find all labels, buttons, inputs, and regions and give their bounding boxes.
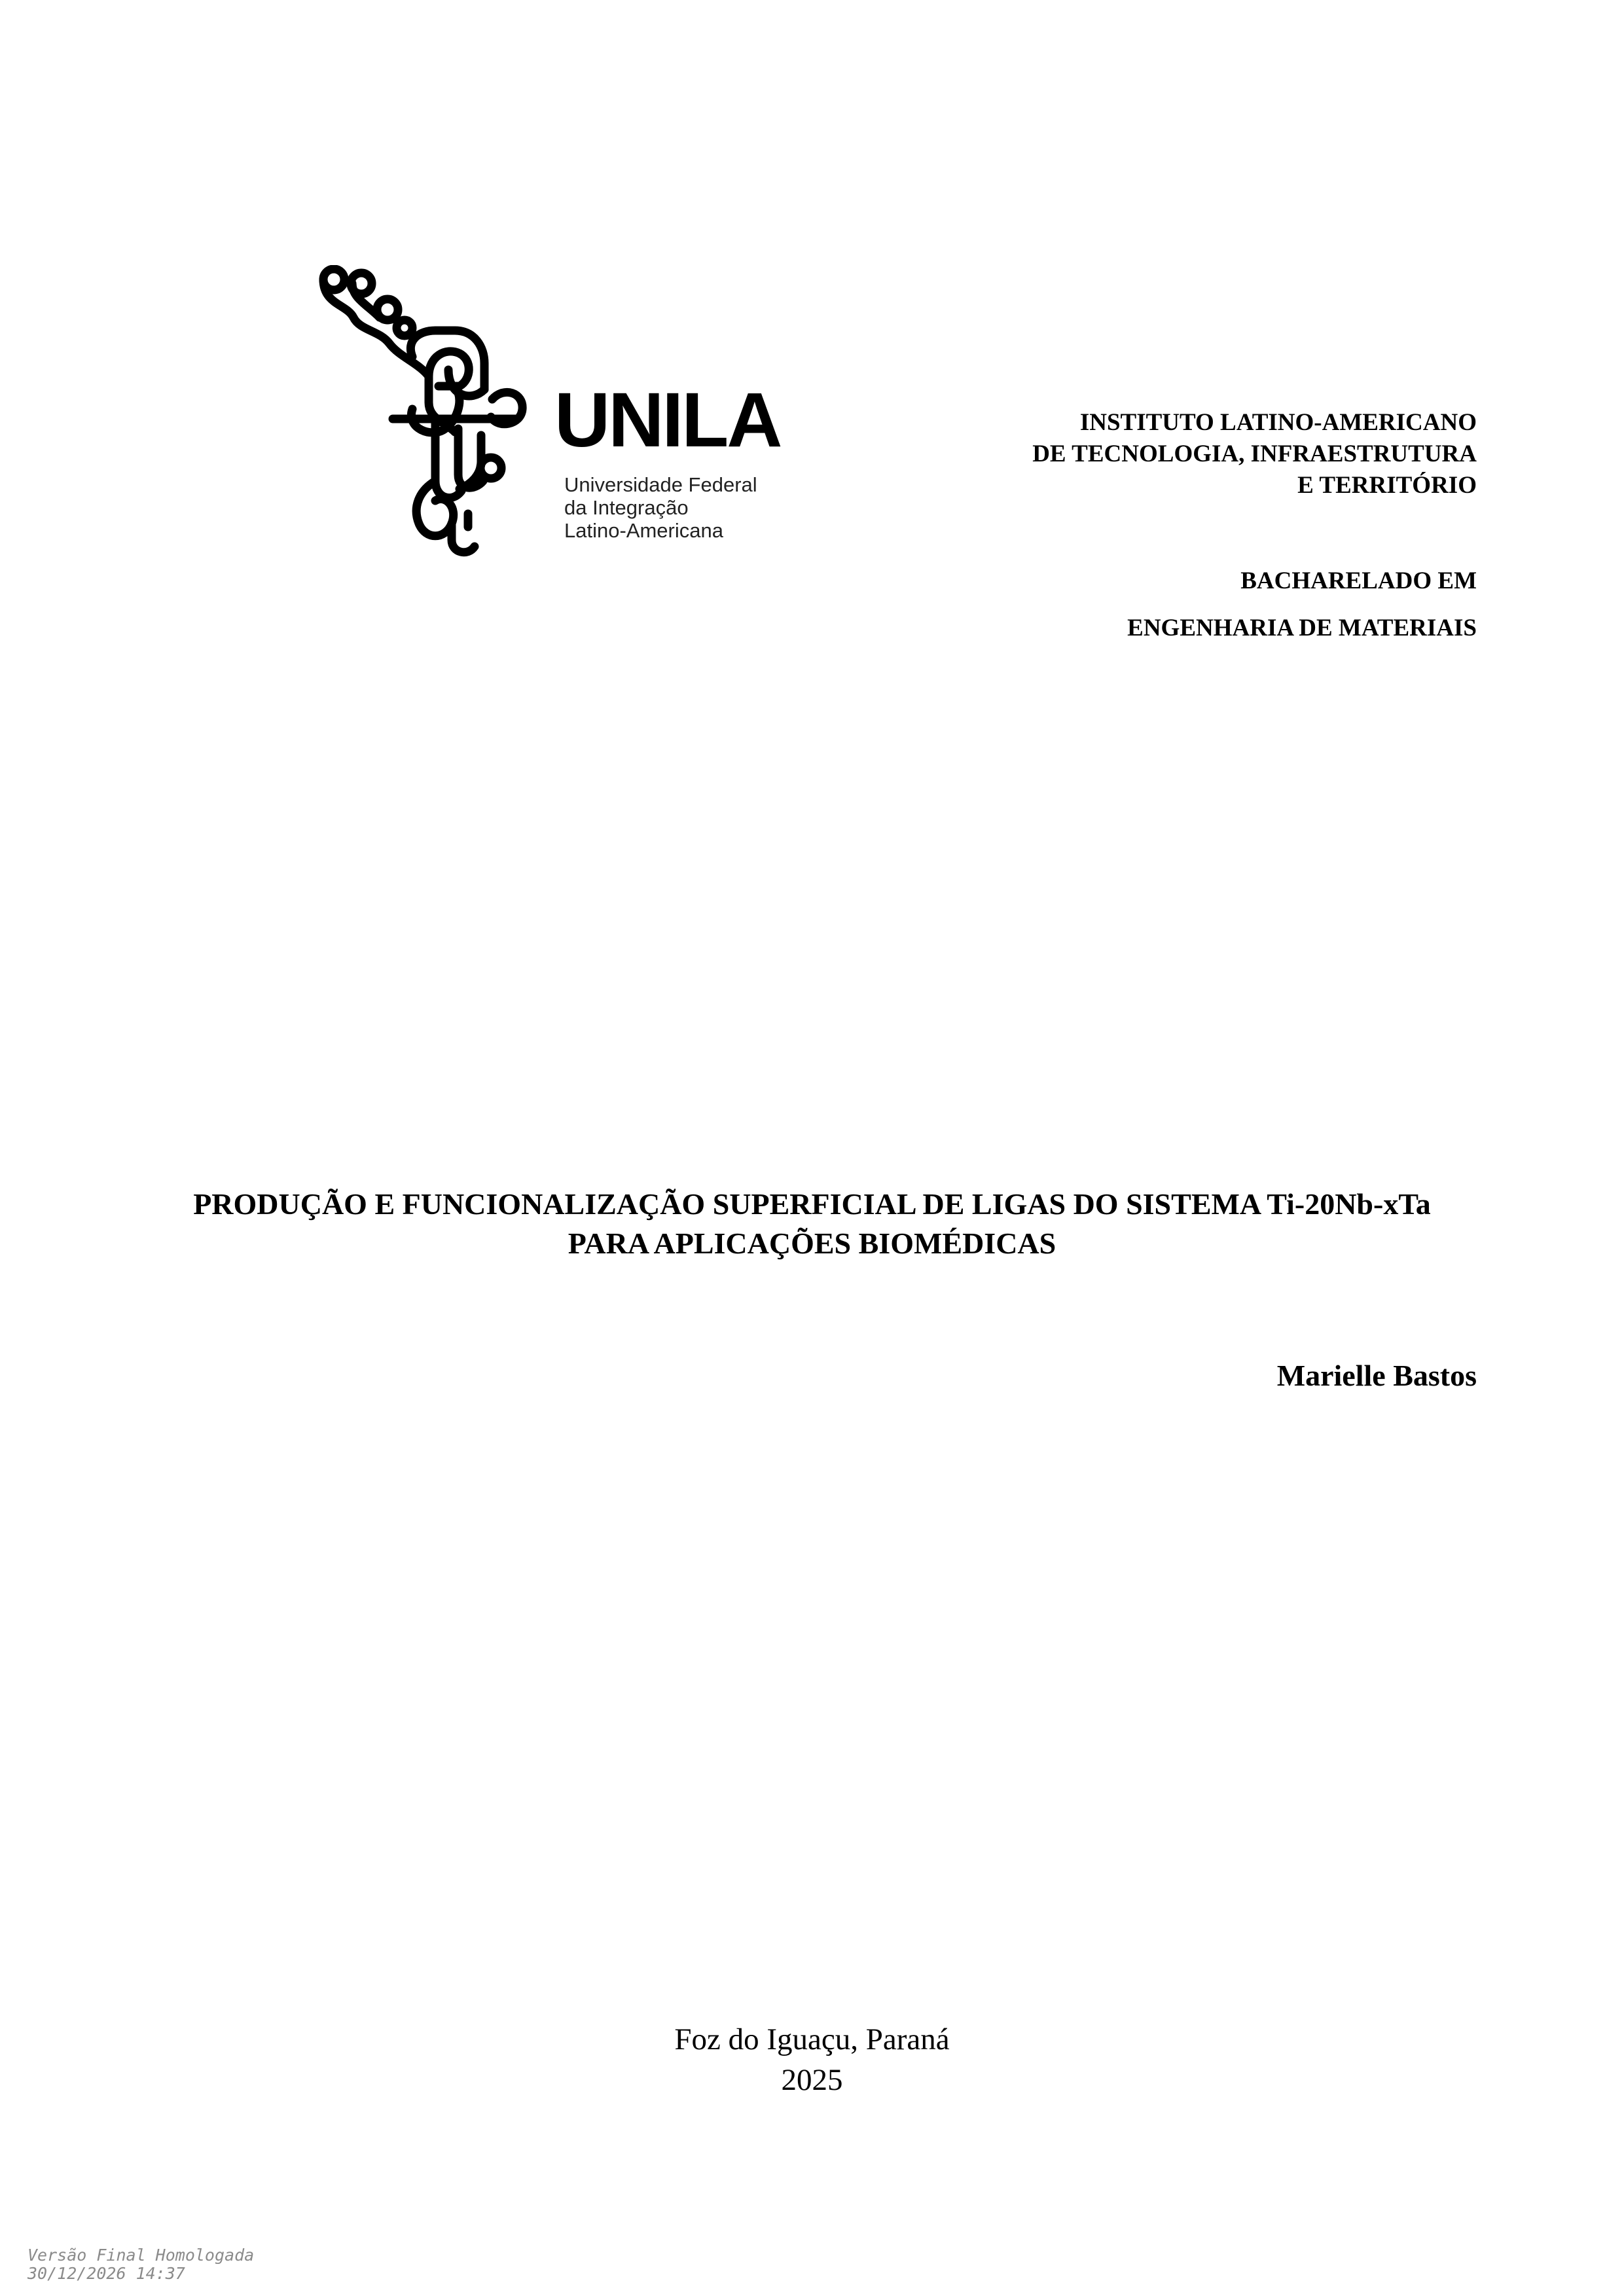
course-line: BACHARELADO EM <box>1240 567 1477 594</box>
course-line: ENGENHARIA DE MATERIAIS <box>1127 615 1477 641</box>
institute-line: DE TECNOLOGIA, INFRAESTRUTURA <box>1032 440 1477 467</box>
version-status: Versão Final Homologada <box>27 2246 255 2265</box>
author-name: Marielle Bastos <box>1276 1359 1477 1392</box>
institute-line: E TERRITÓRIO <box>1297 472 1477 499</box>
logo-subtitle <box>564 473 757 542</box>
institute-line: INSTITUTO LATINO-AMERICANO <box>1079 409 1477 436</box>
place-and-year <box>0 2019 1624 2100</box>
course-name <box>1127 558 1477 652</box>
logo-wordmark: UNILA <box>554 377 781 463</box>
version-stamp <box>27 2246 254 2283</box>
document-title <box>0 1185 1624 1263</box>
logo-subtitle-line: Latino-Americana <box>564 519 723 542</box>
title-line: PARA APLICAÇÕES BIOMÉDICAS <box>568 1227 1056 1260</box>
title-line: PRODUÇÃO E FUNCIONALIZAÇÃO SUPERFICIAL DE LIGAS DO SISTEMA Ti-20Nb-xTa <box>193 1187 1431 1221</box>
unila-logo <box>314 265 812 566</box>
logo-subtitle-line: da Integração <box>564 496 689 519</box>
city: Foz do Iguaçu, Paraná <box>674 2022 950 2056</box>
unila-emblem-icon <box>314 265 550 566</box>
version-timestamp: 30/12/2026 14:37 <box>27 2264 185 2283</box>
logo-subtitle-line: Universidade Federal <box>564 473 757 496</box>
institute-name <box>1032 407 1477 501</box>
year: 2025 <box>781 2063 843 2097</box>
